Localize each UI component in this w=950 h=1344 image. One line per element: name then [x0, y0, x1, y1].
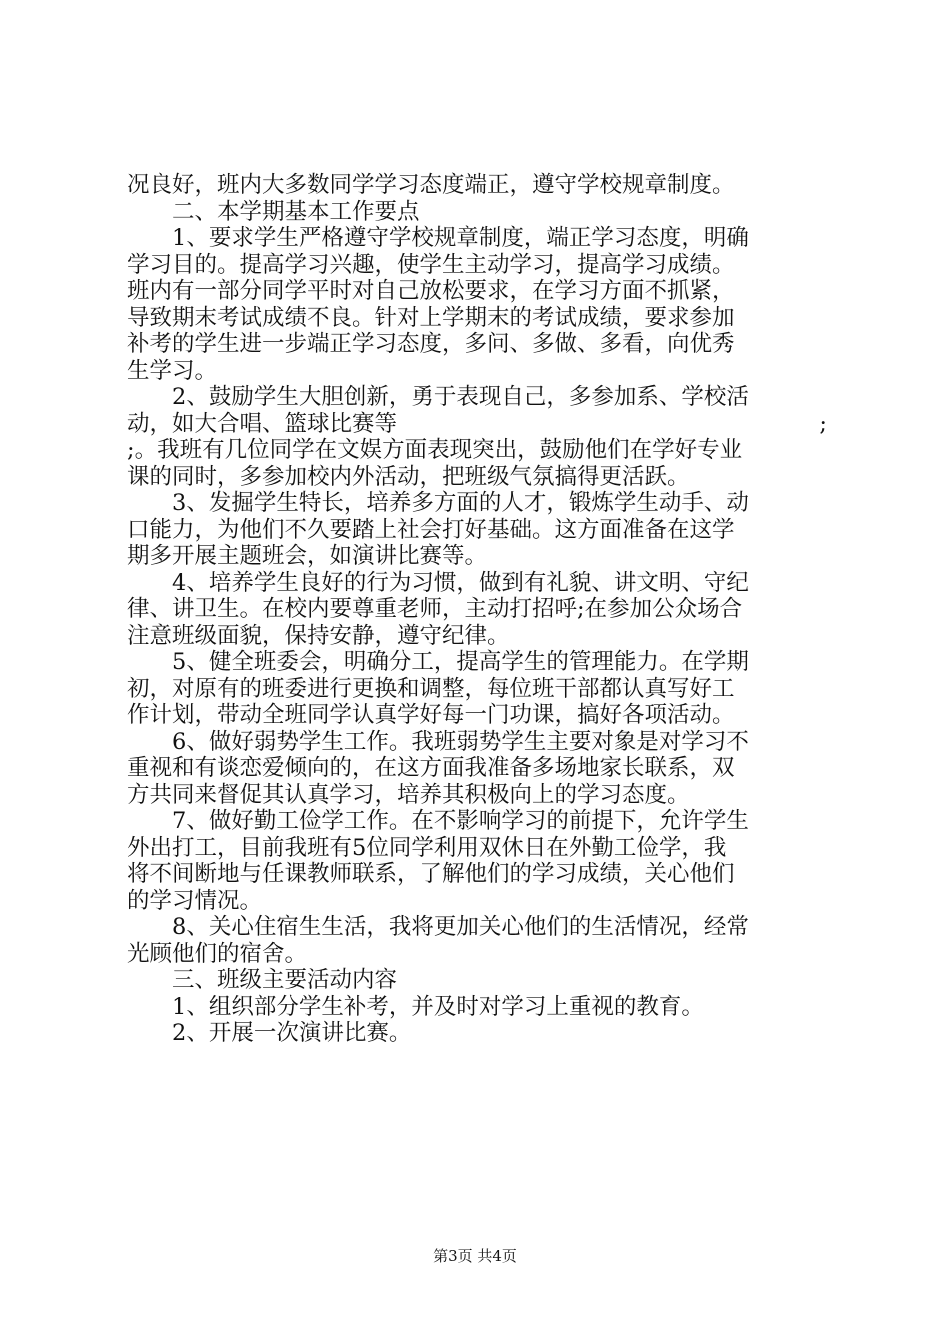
paragraph-line: ;。我班有几位同学在文娱方面表现突出，鼓励他们在学好专业 — [127, 437, 743, 463]
paragraph-line: 8、关心住宿生生活，我将更加关心他们的生活情况，经常 — [172, 914, 749, 940]
paragraph-line: 口能力，为他们不久要踏上社会打好基础。这方面准备在这学 — [127, 516, 735, 543]
paragraph-line: 6、做好弱势学生工作。我班弱势学生主要对象是对学习不 — [172, 728, 749, 755]
paragraph-line: 补考的学生进一步端正学习态度，多问、多做、多看，向优秀 — [127, 331, 735, 357]
paragraph-line: 课的同时，多参加校内外活动，把班级气氛搞得更活跃。 — [127, 463, 690, 490]
paragraph-line: 导致期末考试成绩不良。针对上学期末的考试成绩，要求参加 — [127, 304, 735, 331]
paragraph-line: 5、健全班委会，明确分工，提高学生的管理能力。在学期 — [172, 649, 749, 675]
paragraph-line: 作计划，带动全班同学认真学好每一门功课，搞好各项活动。 — [127, 702, 735, 728]
paragraph-line: 生学习。 — [127, 357, 218, 384]
paragraph-line: 方共同来督促其认真学习，培养其积极向上的学习态度。 — [127, 781, 690, 808]
paragraph-line: 7、做好勤工俭学工作。在不影响学习的前提下，允许学生 — [172, 808, 749, 834]
paragraph-line: 注意班级面貌，保持安静，遵守纪律。 — [127, 622, 510, 649]
paragraph-line: 2、鼓励学生大胆创新，勇于表现自己，多参加系、学校活 — [172, 384, 749, 410]
paragraph-line: 律、讲卫生。在校内要尊重老师，主动打招呼;在参加公众场合 — [127, 596, 743, 622]
paragraph-line: 初，对原有的班委进行更换和调整，每位班干部都认真写好工 — [127, 675, 735, 702]
section-heading: 二、本学期基本工作要点 — [172, 198, 420, 225]
paragraph-line: 光顾他们的宿舍。 — [127, 940, 308, 967]
list-item: 1、组织部分学生补考，并及时对学习上重视的教育。 — [172, 993, 704, 1020]
paragraph-line: 期多开展主题班会，如演讲比赛等。 — [127, 543, 488, 569]
page-footer: 第3页 共4页 — [433, 1247, 517, 1265]
line-text-end: ; — [819, 410, 827, 437]
paragraph-line: 外出打工，目前我班有5位同学利用双休日在外勤工俭学，我 — [127, 834, 727, 861]
paragraph-line: 重视和有谈恋爱倾向的，在这方面我准备多场地家长联系，双 — [127, 755, 735, 781]
list-item: 2、开展一次演讲比赛。 — [172, 1020, 412, 1046]
paragraph-line: 将不间断地与任课教师联系，了解他们的学习成绩，关心他们 — [127, 861, 735, 887]
paragraph-line: 学习目的。提高学习兴趣，使学生主动学习，提高学习成绩。 — [127, 251, 735, 278]
paragraph-line: 班内有一部分同学平时对自己放松要求，在学习方面不抓紧， — [127, 278, 735, 304]
paragraph-line: 3、发掘学生特长，培养多方面的人才，锻炼学生动手、动 — [172, 490, 749, 516]
section-heading: 三、班级主要活动内容 — [172, 967, 398, 993]
paragraph-line: 1、要求学生严格遵守学校规章制度，端正学习态度，明确 — [172, 225, 749, 251]
paragraph-line: 4、培养学生良好的行为习惯，做到有礼貌、讲文明、守纪 — [172, 569, 749, 596]
document-body — [127, 172, 827, 1047]
line-text: 动，如大合唱、篮球比赛等 — [127, 410, 398, 437]
paragraph-line — [127, 411, 827, 438]
paragraph-line: 的学习情况。 — [127, 887, 263, 914]
text-line: 况良好，班内大多数同学学习态度端正，遵守学校规章制度。 — [127, 172, 735, 198]
